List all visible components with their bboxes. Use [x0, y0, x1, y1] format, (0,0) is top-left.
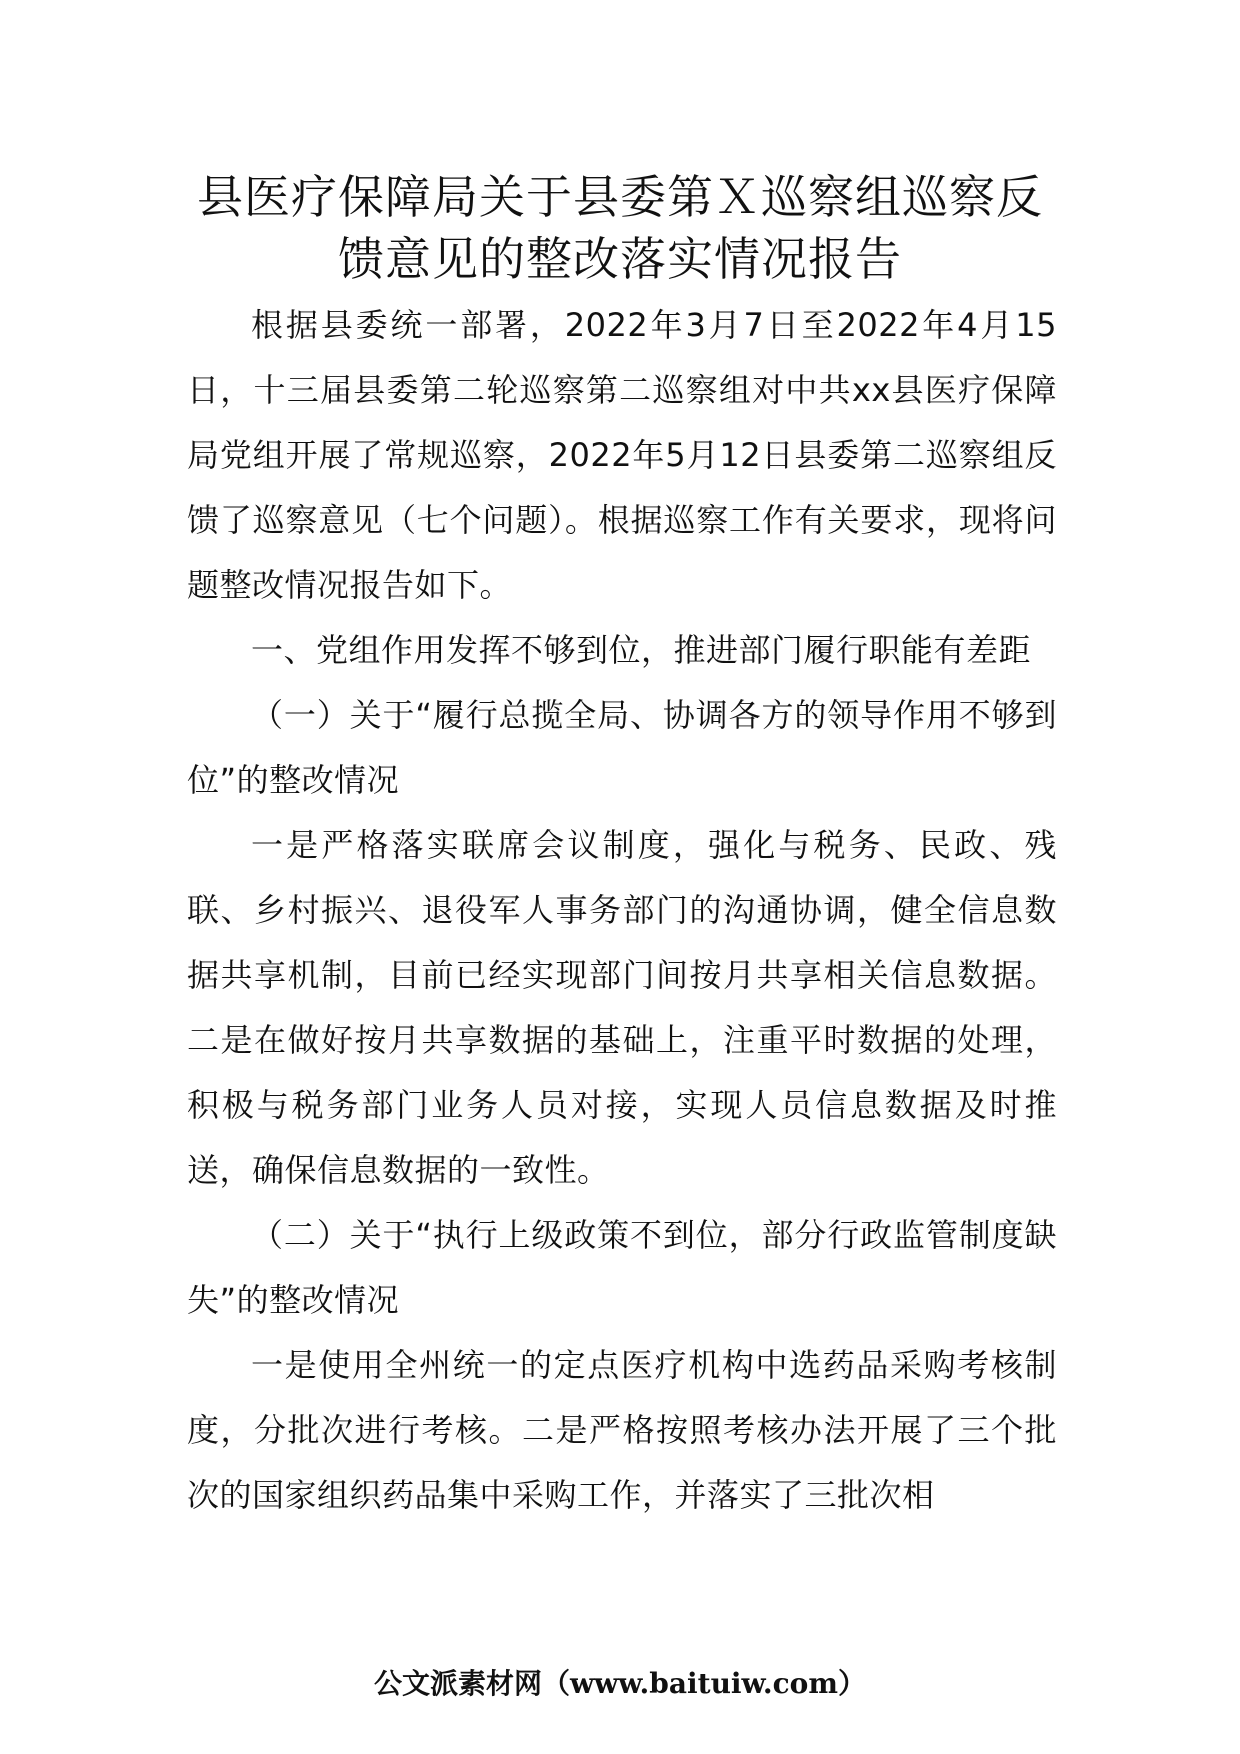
document-title	[180, 166, 1060, 290]
intro-paragraph: 根据县委统一部署，2022年3月7日至2022年4月15日，十三届县委第二轮巡察第二巡察组对中共xx县医疗保障局党组开展了常规巡察，2022年5月12日县委第二巡察组反馈了巡察意见（七个问题）。根据巡察工作有关要求，现将问题整改情况报告如下。	[187, 306, 1057, 604]
title-line-1: 县医疗保障局关于县委第Ｘ巡察组巡察反	[197, 170, 1043, 224]
body-paragraph-1: 一是严格落实联席会议制度，强化与税务、民政、残联、乡村振兴、退役军人事务部门的沟通协调，健全信息数据共享机制，目前已经实现部门间按月共享相关信息数据。二是在做好按月共享数据的基础上，注重平时数据的处理，积极与税务部门业务人员对接，实现人员信息数据及时推送，确保信息数据的一致性。	[187, 826, 1057, 1189]
section-heading-1: 一、党组作用发挥不够到位，推进部门履行职能有差距	[251, 631, 1032, 669]
footer-watermark: 公文派素材网（www.baituiw.com）	[374, 1667, 866, 1700]
subsection-heading-1: （一）关于“履行总揽全局、协调各方的领导作用不够到位”的整改情况	[187, 696, 1057, 799]
title-line-2: 馈意见的整改落实情况报告	[338, 232, 902, 286]
body-paragraph-2: 一是使用全州统一的定点医疗机构中选药品采购考核制度，分批次进行考核。二是严格按照考核办法开展了三个批次的国家组织药品集中采购工作，并落实了三批次相	[187, 1346, 1057, 1514]
subsection-heading-2: （二）关于“执行上级政策不到位，部分行政监管制度缺失”的整改情况	[187, 1216, 1057, 1319]
document-body	[187, 293, 1057, 1528]
